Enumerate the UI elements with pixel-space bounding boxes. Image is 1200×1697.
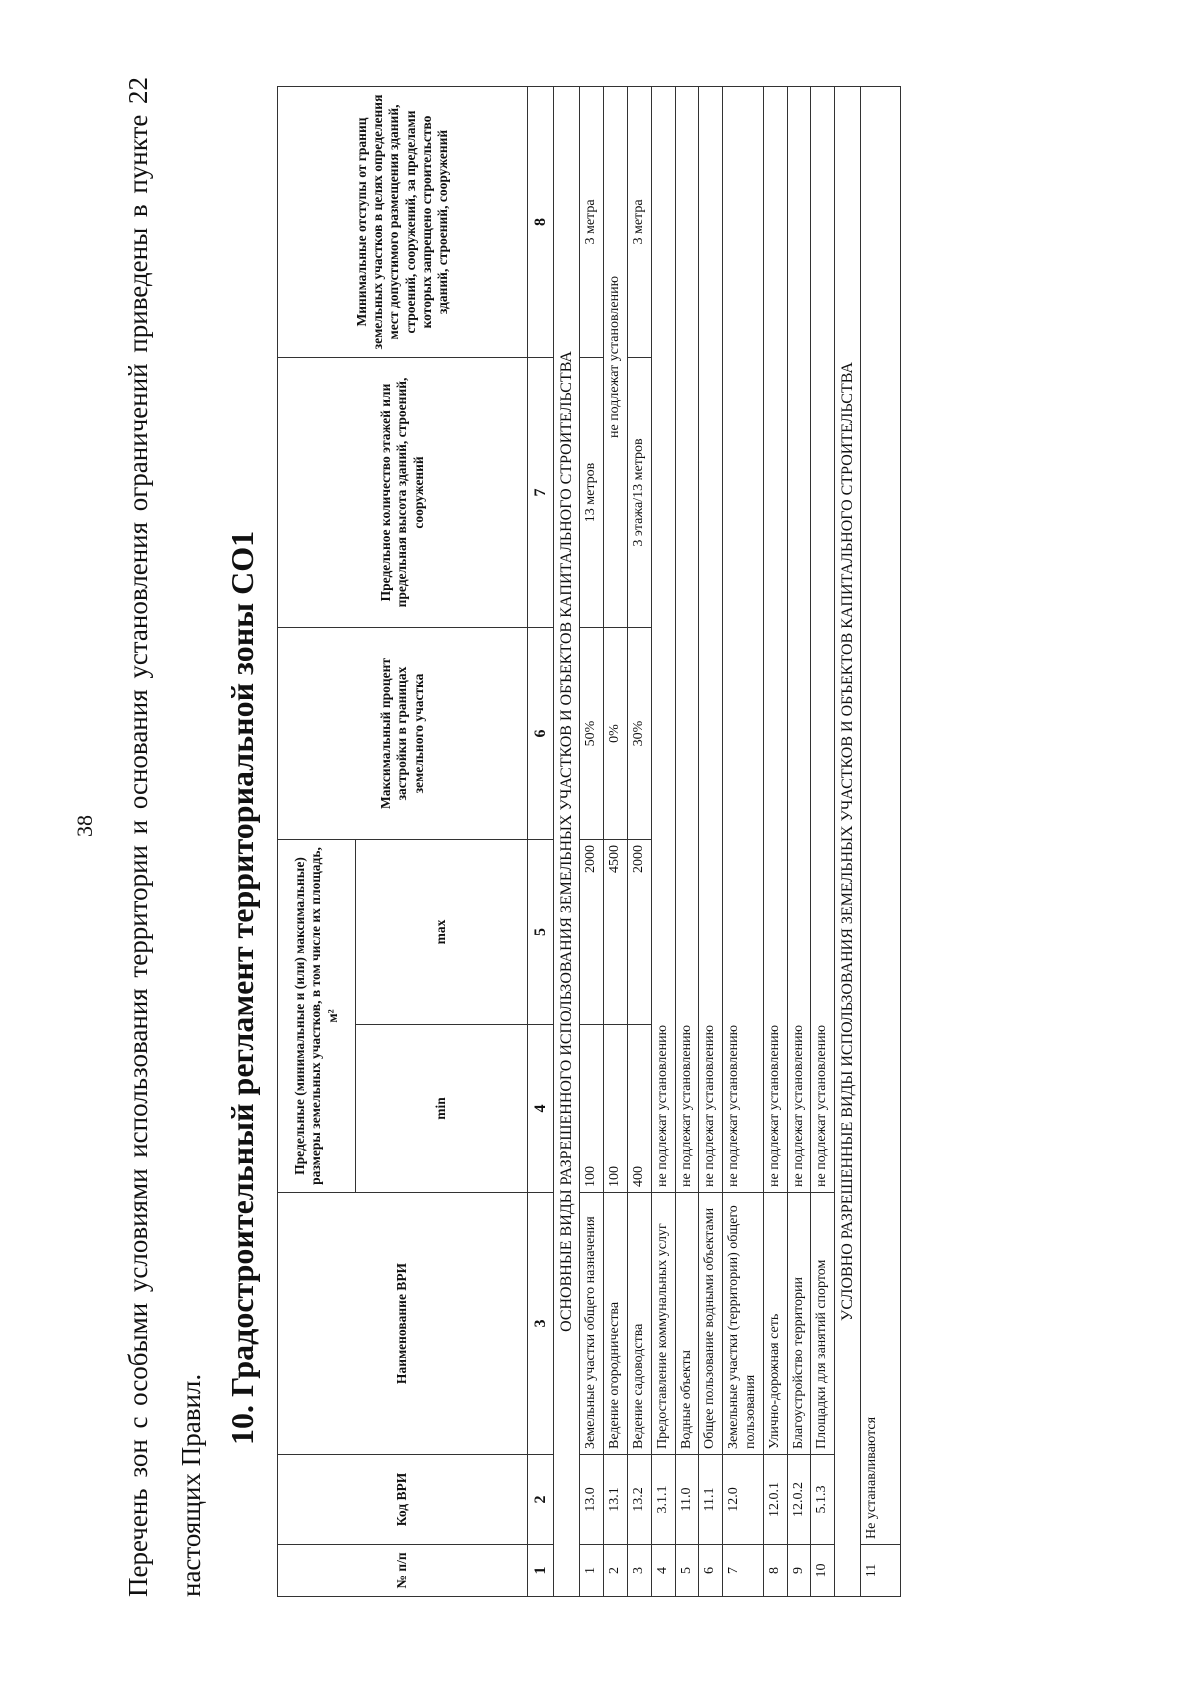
row-percent: 30% [627,627,651,839]
row-note: не подлежат установлению [604,86,628,627]
column-number: 4 [528,1025,554,1193]
row-setback: 3 метра [580,86,604,357]
table-row [699,86,723,1596]
row-name: Водные объекты [675,1193,699,1455]
row-name: Земельные участки общего назначения [580,1193,604,1455]
row-note: не подлежат установлению [763,86,787,1192]
column-number: 7 [528,357,554,627]
table-row [675,86,699,1596]
row-setback: 3 метра [627,86,651,357]
row-no: 2 [604,1545,628,1597]
row-no: 8 [763,1545,787,1597]
row-min: 400 [627,1025,651,1193]
table-row [723,86,764,1596]
header-name: Наименование ВРИ [278,1193,528,1455]
header-floors: Предельное количество этажей или предельная высота зданий, строений, сооружений [278,357,528,627]
row-note: не подлежат установлению [787,86,811,1192]
row-note: не подлежат установлению [723,86,764,1192]
intro-paragraph: Перечень зон с особыми условиями использования территории и основания установления ограничений приведены в пункте 22 настоящих Правил. [123,77,206,1597]
row-code: 11.1 [699,1455,723,1545]
row-note: не подлежат установлению [811,86,835,1192]
row-note: не подлежат установлению [651,86,675,1192]
row-name: Предоставление коммунальных услуг [651,1193,675,1455]
row-no: 1 [580,1545,604,1597]
column-number: 8 [528,86,554,357]
row-no: 5 [675,1545,699,1597]
header-no: № п/п [278,1545,528,1597]
row-no: 11 [861,1545,901,1597]
row-min: 100 [580,1025,604,1193]
row-max: 2000 [580,839,604,1024]
row-name: Благоустройство территории [787,1193,811,1455]
row-code: 13.2 [627,1455,651,1545]
section-title: 10. Градостроительный регламент территориальной зоны СО1 [224,530,260,1445]
header-max: max [356,839,528,1024]
section-main-uses: ОСНОВНЫЕ ВИДЫ РАЗРЕШЕННОГО ИСПОЛЬЗОВАНИЯ ЗЕМЕЛЬНЫХ УЧАСТКОВ И ОБЪЕКТОВ КАПИТАЛЬНОГО СТРОИТЕЛЬСТВА [554,86,580,1596]
row-percent: 50% [580,627,604,839]
row-no: 6 [699,1545,723,1597]
row-code: 3.1.1 [651,1455,675,1545]
column-number: 5 [528,839,554,1024]
table-row [763,86,787,1596]
row-name: Общее пользование водными объектами [699,1193,723,1455]
row-no: 3 [627,1545,651,1597]
page-number: 38 [72,815,97,837]
row-no: 7 [723,1545,764,1597]
header-percent: Максимальный процент застройки в границах земельного участка [278,627,528,839]
column-number: 6 [528,627,554,839]
row-note: не подлежат установлению [675,86,699,1192]
table-row [811,86,835,1596]
row-max: 4500 [604,839,628,1024]
table-row [651,86,675,1596]
row-name: Ведение огородничества [604,1193,628,1455]
regulation-table [277,86,901,1597]
row-note: Не устанавливаются [861,86,901,1544]
row-max: 2000 [627,839,651,1024]
row-note: не подлежат установлению [699,86,723,1192]
row-name: Земельные участки (территории) общего пользования [723,1193,764,1455]
header-code: Код ВРИ [278,1455,528,1545]
row-name: Площадки для занятий спортом [811,1193,835,1455]
row-name: Ведение садоводства [627,1193,651,1455]
column-number: 1 [528,1545,554,1597]
header-setbacks: Минимальные отступы от границ земельных участков в целях определения мест допустимого размещения зданий, строений, сооружений, за пределами которых запрещено строительство зданий, строений, сооружений [278,86,528,357]
header-sizes: Предельные (минимальные и (или) максимальные) размеры земельных участков, в том числе их площадь, м² [278,839,356,1192]
table-row [627,86,651,1596]
column-number: 2 [528,1455,554,1545]
table-row [787,86,811,1596]
row-percent: 0% [604,627,628,839]
header-min: min [356,1025,528,1193]
row-code: 12.0 [723,1455,764,1545]
row-no: 10 [811,1545,835,1597]
row-code: 11.0 [675,1455,699,1545]
row-name: Улично-дорожная сеть [763,1193,787,1455]
section-conditional-uses: УСЛОВНО РАЗРЕШЕННЫЕ ВИДЫ ИСПОЛЬЗОВАНИЯ ЗЕМЕЛЬНЫХ УЧАСТКОВ И ОБЪЕКТОВ КАПИТАЛЬНОГО СТРОИТЕЛЬСТВА [835,86,861,1596]
table-row [604,86,628,1596]
table-row [861,86,901,1596]
row-no: 9 [787,1545,811,1597]
row-floors: 13 метров [580,357,604,627]
row-min: 100 [604,1025,628,1193]
row-code: 12.0.1 [763,1455,787,1545]
row-no: 4 [651,1545,675,1597]
table-row [580,86,604,1596]
row-code: 13.1 [604,1455,628,1545]
column-number: 3 [528,1193,554,1455]
row-code: 5.1.3 [811,1455,835,1545]
row-code: 13.0 [580,1455,604,1545]
row-code: 12.0.2 [787,1455,811,1545]
row-floors: 3 этажа/13 метров [627,357,651,627]
